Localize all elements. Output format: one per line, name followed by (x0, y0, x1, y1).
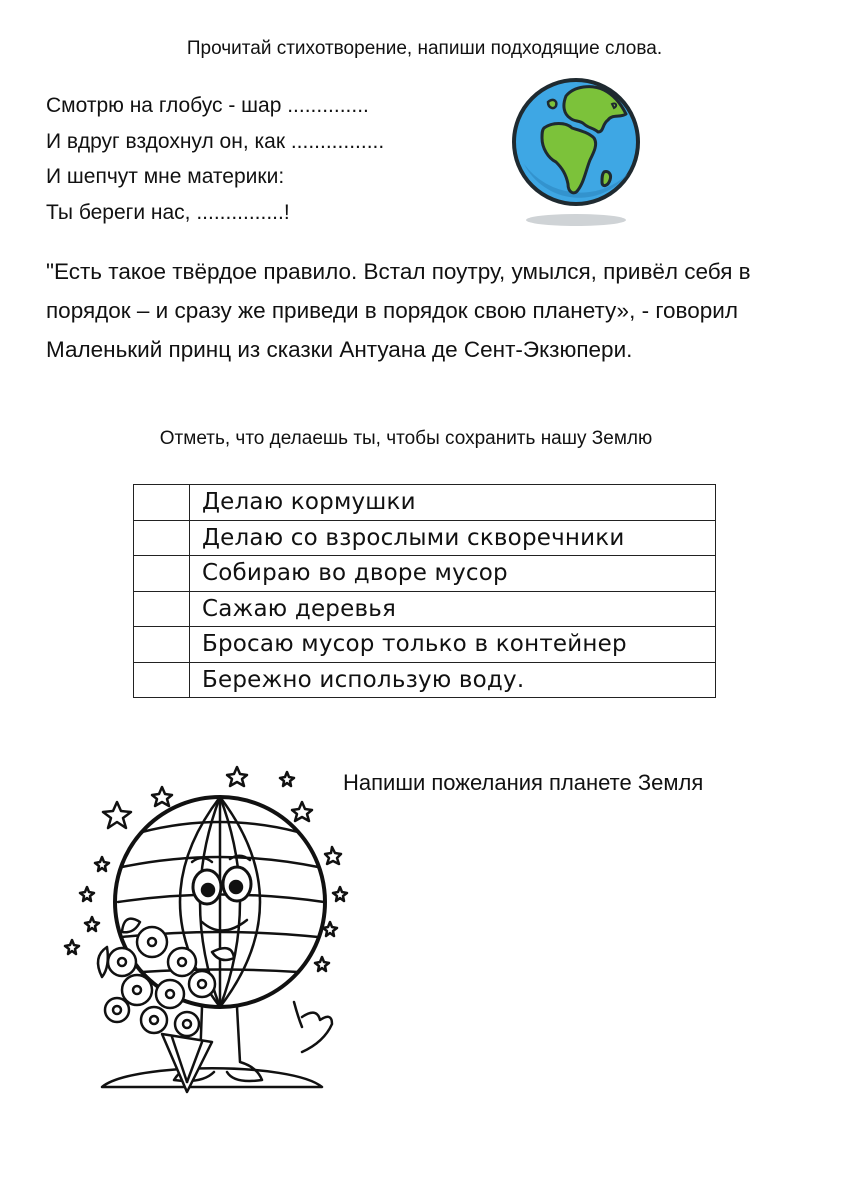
checkbox-cell[interactable] (134, 591, 190, 627)
checklist-item: Делаю со взрослыми скворечники (190, 520, 716, 556)
checklist-item: Собираю во дворе мусор (190, 556, 716, 592)
table-row (134, 662, 716, 698)
poem-line-4: Ты береги нас, ...............! (46, 200, 290, 224)
checkbox-cell[interactable] (134, 662, 190, 698)
table-row (134, 520, 716, 556)
checklist-instruction: Отметь, что делаешь ты, чтобы сохранить нашу Землю (159, 428, 653, 449)
table-row (134, 591, 716, 627)
poem-line-1: Смотрю на глобус - шар .............. (46, 94, 369, 117)
table-row (134, 485, 716, 521)
poem-line-3: И шепчут мне материки: (46, 165, 285, 188)
checkbox-cell[interactable] (134, 485, 190, 521)
eco-checklist-table (133, 484, 716, 698)
checklist-item: Сажаю деревья (190, 591, 716, 627)
poem (46, 88, 384, 230)
little-prince-quote: "Есть такое твёрдое правило. Встал поутру, умылся, привёл себя в порядок – и сразу же приведи в порядок свою планету», - говорил Маленький принц из сказки Антуана де Сент-Экзюпери. (46, 259, 751, 362)
earth-globe-icon (508, 72, 644, 232)
table-row (134, 627, 716, 663)
table-row (134, 556, 716, 592)
smiling-globe-with-flowers-illustration (62, 762, 352, 1107)
checklist-item: Бережно использую воду. (190, 662, 716, 698)
checkbox-cell[interactable] (134, 627, 190, 663)
worksheet-instruction: Прочитай стихотворение, напиши подходящие слова. (186, 38, 663, 59)
checklist-item: Бросаю мусор только в контейнер (190, 627, 716, 663)
poem-line-2: И вдруг вздохнул он, как ................ (46, 129, 385, 153)
checkbox-cell[interactable] (134, 520, 190, 556)
checklist-item: Делаю кормушки (190, 485, 716, 521)
wishes-prompt: Напиши пожелания планете Земля (343, 770, 704, 795)
checkbox-cell[interactable] (134, 556, 190, 592)
